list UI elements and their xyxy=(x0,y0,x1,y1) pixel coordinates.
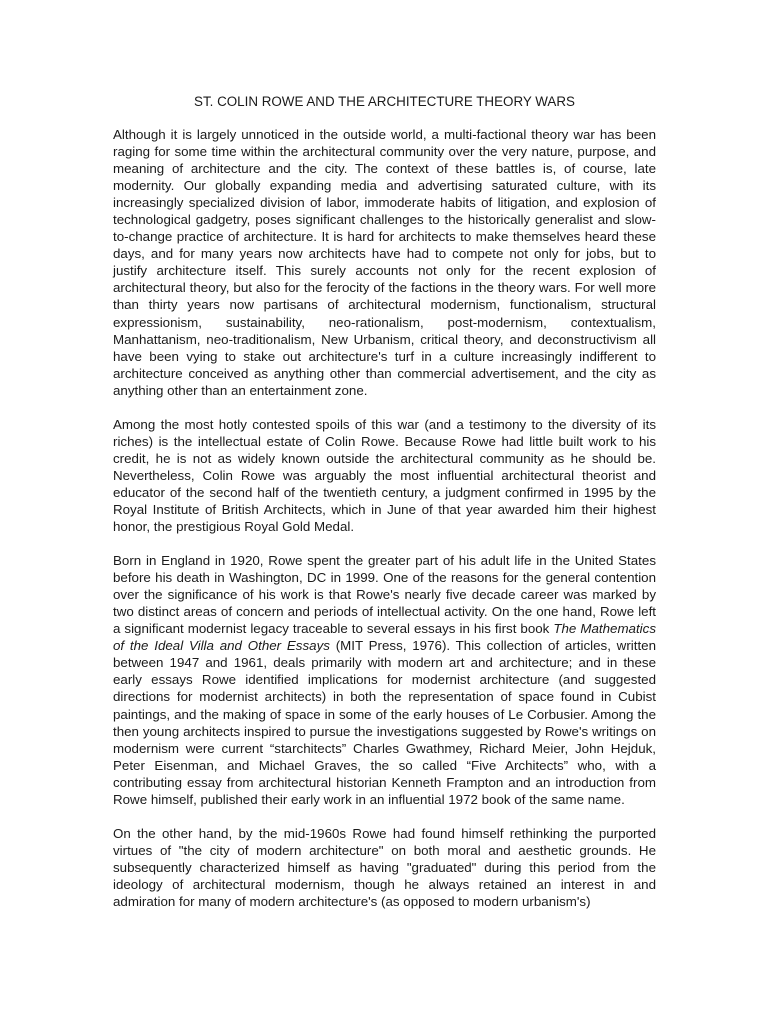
paragraph-theory-wars: Although it is largely unnoticed in the outside world, a multi-factional theory war has been raging for some time within the architectural community over the very nature, purpose, and meaning of architecture and the city. The context of these battles is, of course, late modernity. Our globally expanding media and advertising saturated culture, with its increasingly specialized division of labor, immoderate habits of litigation, and explosion of technological gadgetry, poses significant challenges to the historically generalist and slow-to-change practice of architecture. It is hard for architects to make themselves heard these days, and for many years now architects have had to compete not only for jobs, but to justify architecture itself. This surely accounts not only for the recent explosion of architectural theory, but also for the ferocity of the factions in the theory wars. For well more than thirty years now partisans of architectural modernism, functionalism, structural expressionism, sustainability, neo-rationalism, post-modernism, contextualism, Manhattanism, neo-traditionalism, New Urbanism, critical theory, and deconstructivism all have been vying to stake out architecture's turf in a culture increasingly indifferent to architecture conceived as anything other than commercial advertisement, and the city as anything other than an entertainment zone. xyxy=(113,127,656,398)
book-title: The Mathematics of the Ideal Villa and Other Essays xyxy=(113,621,656,654)
paragraph-text-after-title: (MIT Press, 1976). This collection of articles, written between 1947 and 1961, deals primarily with modern art and architecture; and in these early essays Rowe identified implications for modernist architecture (and suggested directions for modernist architects) in both the representation of space found in Cubist paintings, and the making of space in some of the early houses of Le Corbusier. Among the then young architects inspired to pursue the investigations suggested by Rowe's writings on modernism were current “starchitects” Charles Gwathmey, Richard Meier, John Hejduk, Peter Eisenman, and Michael Graves, the so called “Five Architects” who, with a contributing essay from architectural historian Kenneth Frampton and an introduction from Rowe himself, published their early work in an influential 1972 book of the same name. xyxy=(113,638,656,807)
document-page xyxy=(113,93,656,927)
paragraph-rowe-estate: Among the most hotly contested spoils of this war (and a testimony to the diversity of its riches) is the intellectual estate of Colin Rowe. Because Rowe had little built work to his credit, he is not as widely known outside the architectural community as he should be. Nevertheless, Colin Rowe was arguably the most influential architectural theorist and educator of the second half of the twentieth century, a judgment confirmed in 1995 by the Royal Institute of British Architects, which in June of that year awarded him their highest honor, the prestigious Royal Gold Medal. xyxy=(113,416,656,535)
document-title: ST. COLIN ROWE AND THE ARCHITECTURE THEORY WARS xyxy=(194,94,575,109)
paragraph-text-before-title: Born in England in 1920, Rowe spent the greater part of his adult life in the United States before his death in Washington, DC in 1999. One of the reasons for the general contention over the significance of his work is that Rowe's nearly five decade career was marked by two distinct areas of concern and periods of intellectual activity. On the one hand, Rowe left a significant modernist legacy traceable to several essays in his first book xyxy=(113,553,656,637)
paragraph-rowe-biography xyxy=(113,552,656,808)
paragraph-rowe-rethinking: On the other hand, by the mid-1960s Rowe had found himself rethinking the purported virtues of "the city of modern architecture" on both moral and aesthetic grounds. He subsequently characterized himself as having "graduated" during this period from the ideology of architectural modernism, though he always retained an interest in and admiration for many of modern architecture's (as opposed to modern urbanism's) xyxy=(113,825,656,909)
